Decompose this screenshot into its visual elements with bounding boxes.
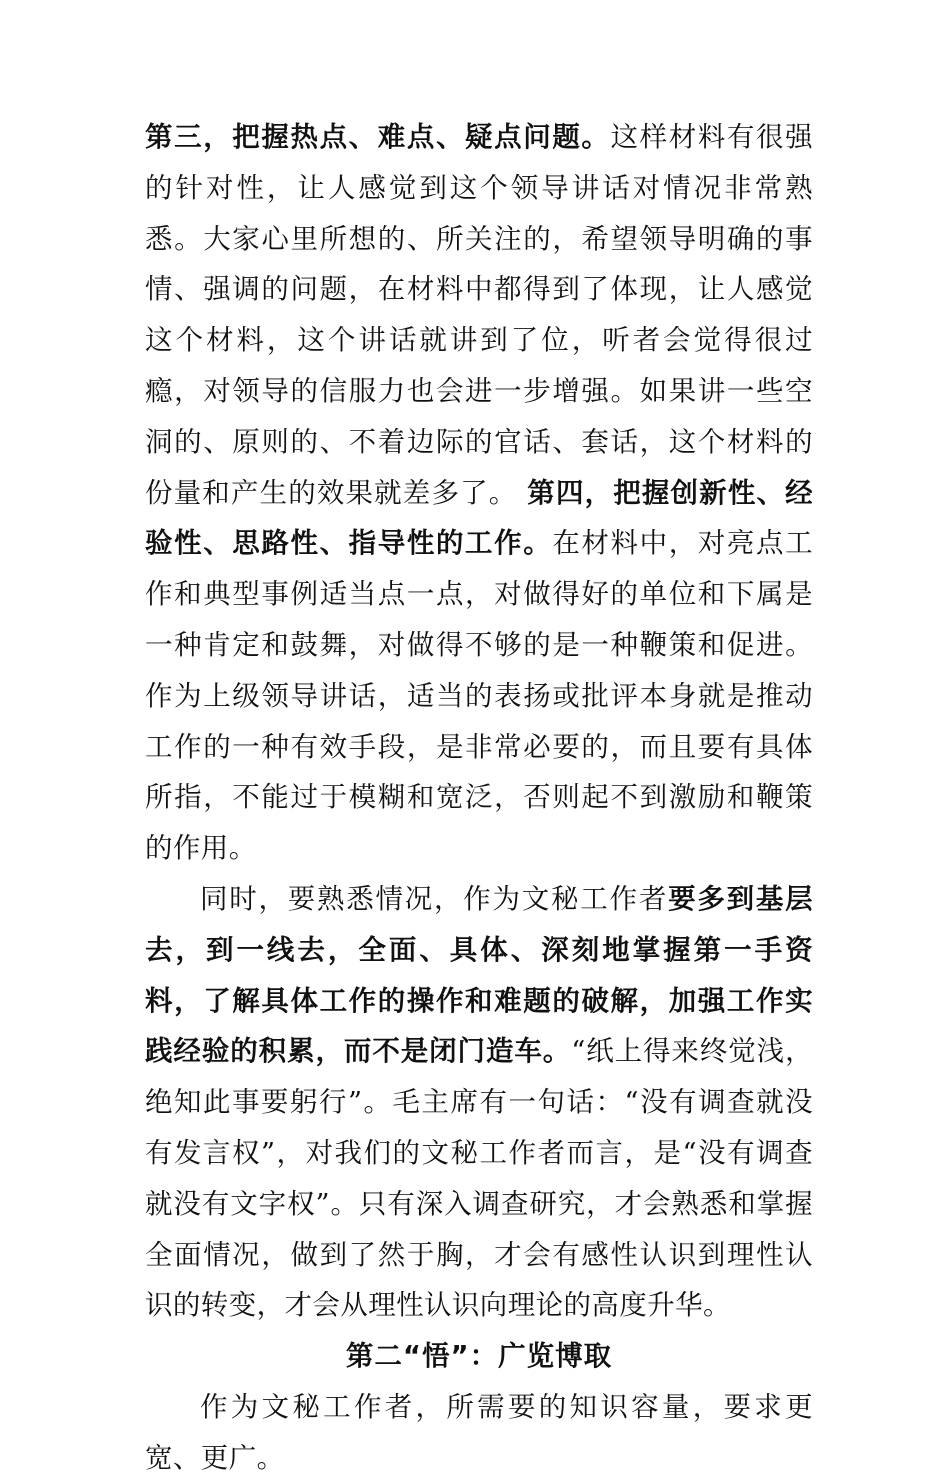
paragraph-knowledge: 作为文秘工作者，所需要的知识容量，要求更宽、更广。 [145, 1390, 813, 1474]
paragraph-third-fourth-points [145, 112, 813, 874]
bold-emphasis: 要多到基层去，到一线去，全面、具体、深刻地掌握第一手资料，了解具体工作的操作和难题的破解，加强工作实践经验的积累，而不是闭门造车。 [145, 882, 813, 1068]
bold-point-three: 第三，把握热点、难点、疑点问题。 [145, 121, 611, 153]
section-heading: 第二“悟”：广览博取 [345, 1340, 613, 1373]
document-body [145, 112, 813, 1484]
paragraph-text: 在材料中，对亮点工作和典型事例适当点一点，对做得好的单位和下属是一种肯定和鼓舞，对做得不够的是一种鞭策和促进。作为上级领导讲话，适当的表扬或批评本身就是推动工作的一种有效手段，是非常必要的，而且要有具体所指，不能过于模糊和宽泛，否则起不到激励和鞭策的作用。 [145, 527, 813, 865]
bold-point-four: 第四，把握创新性、经验性、思路性、指导性的工作。 [145, 476, 814, 560]
paragraph-familiarize [145, 874, 813, 1331]
paragraph-text: “纸上得来终觉浅，绝知此事要躬行”。毛主席有一句话：“没有调查就没有发言权”，对我们的文秘工作者而言，是“没有调查就没有文字权”。只有深入调查研究，才会熟悉和掌握全面情况，做到了然于胸，才会有感性认识到理性认识的转变，才会从理性认识向理论的高度升华。 [145, 1035, 813, 1322]
paragraph-text: 同时，要熟悉情况，作为文秘工作者 [200, 882, 669, 915]
paragraph-text: 这样材料有很强的针对性，让人感觉到这个领导讲话对情况非常熟悉。大家心里所想的、所关注的，希望领导明确的事情、强调的问题，在材料中都得到了体现，让人感觉这个材料，这个讲话就讲到了位，听者会觉得很过瘾，对领导的信服力也会进一步增强。如果讲一些空洞的、原则的、不着边际的官话、套话，这个材料的份量和产生的效果就差多了。 [145, 121, 813, 509]
